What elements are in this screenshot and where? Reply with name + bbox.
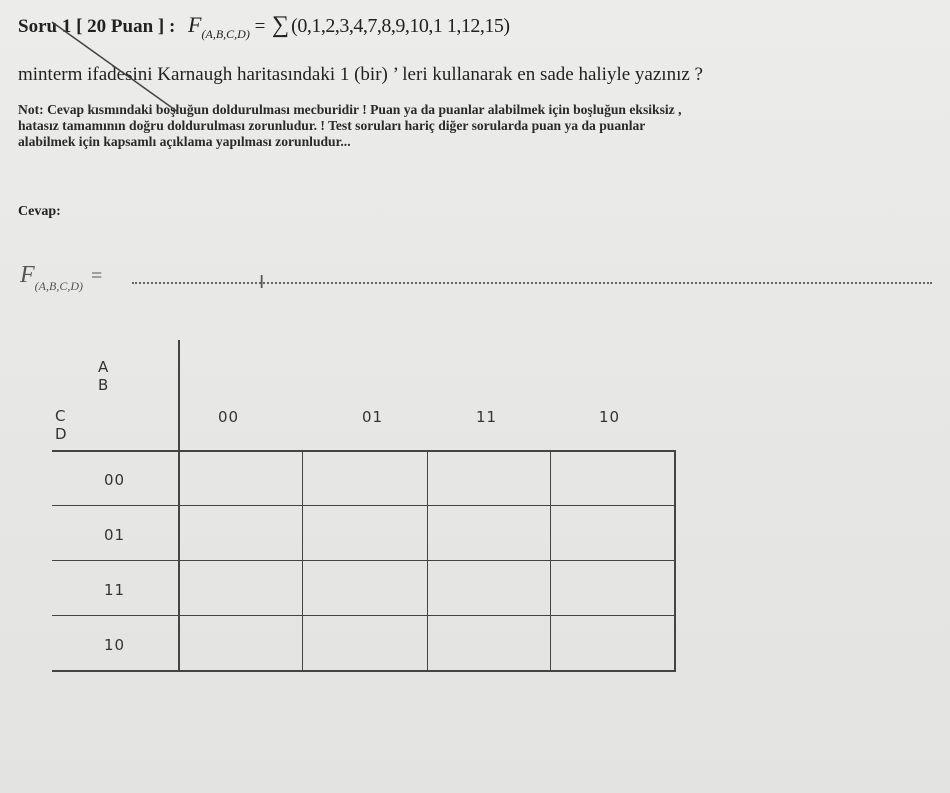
kmap-cell[interactable] [551,616,674,670]
minterm-list: (0,1,2,3,4,7,8,9,10,1 1,12,15) [291,15,510,37]
answer-function [20,262,102,294]
kmap-column-variables: A B [98,358,110,394]
kmap-cell[interactable] [551,561,674,615]
text-cursor-icon: I [259,272,265,293]
kmap-row-header: 00 [104,471,126,489]
kmap-cell[interactable] [428,616,550,670]
kmap-right-border [674,450,676,672]
sigma-symbol: ∑ [272,12,290,38]
answer-input-line[interactable] [132,282,932,284]
kmap-col-header: 11 [476,408,498,426]
function-vars: (A,B,C,D) [201,27,250,41]
answer-label: Cevap: [18,204,61,219]
note-line-1: Not: Cevap kısmındaki boşluğun doldurulması mecburidir ! Puan ya da puanlar alabilmek için boşluğun eksiksiz , [18,102,682,117]
answer-function-vars: (A,B,C,D) [34,279,83,293]
kmap-cell[interactable] [180,506,302,560]
question-label: Soru 1 [ 20 Puan ] : [18,16,176,37]
kmap-diagonal [0,0,200,120]
kmap-cell[interactable] [303,616,427,670]
kmap-cell[interactable] [303,561,427,615]
kmap-cell[interactable] [180,561,302,615]
answer-function-name: F [20,262,35,288]
kmap-cell[interactable] [180,616,302,670]
note-line-3: alabilmek için kapsamlı açıklama yapılması zorunludur... [18,134,351,149]
kmap-bottom-border [52,670,676,672]
kmap-col-header: 10 [599,408,621,426]
question-description: minterm ifadesini Karnaugh haritasındaki 1 (bir) ’ leri kullanarak en sade haliyle yazınız ? [18,64,703,85]
kmap-col-header: 00 [218,408,240,426]
kmap-row-header: 10 [104,636,126,654]
kmap-row-header: 01 [104,526,126,544]
note-line-2: hatasız tamamının doğru doldurulması zorunludur. ! Test soruları hariç diğer sorularda puan ya da puanlar [18,118,646,133]
kmap-cell[interactable] [428,452,550,505]
kmap-cell[interactable] [180,452,302,505]
kmap-col-header: 01 [362,408,384,426]
kmap-row-header: 11 [104,581,126,599]
kmap-cell[interactable] [428,506,550,560]
kmap-cell[interactable] [428,561,550,615]
function-name: F [188,12,202,37]
kmap-cell[interactable] [303,452,427,505]
function-equals: = [254,16,266,37]
kmap-cell[interactable] [551,452,674,505]
answer-equals: = [91,265,103,287]
kmap-cell[interactable] [551,506,674,560]
kmap-cell[interactable] [303,506,427,560]
kmap-row-variables: C D [55,407,68,443]
